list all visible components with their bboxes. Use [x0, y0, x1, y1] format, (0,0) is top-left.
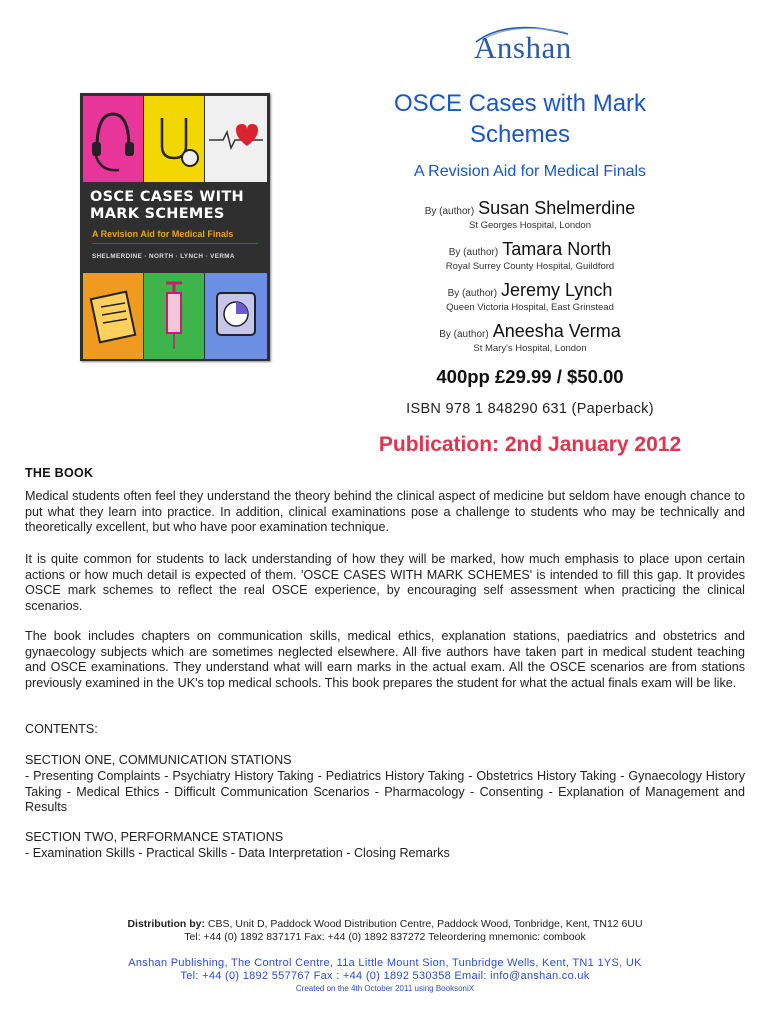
author-name: Tamara North [502, 239, 612, 259]
description-paragraph: Medical students often feel they understand the theory behind the clinical aspect of medicine but seldom have enough chance to put what they learn into practice. In addition, clinical examinations pose a challenge to students who may be technically and theoretically excellent, but who have poor examination technique. [25, 489, 745, 534]
syringe-icon [144, 273, 204, 359]
author-affiliation: Royal Surrey County Hospital, Guildford [445, 261, 615, 272]
chart-icon [205, 273, 267, 359]
section-heading: THE BOOK [25, 466, 94, 480]
cover-tile-blue [205, 273, 267, 359]
contents-heading: CONTENTS: [25, 722, 98, 736]
ecg-heart-icon [205, 96, 267, 182]
author-affiliation: Queen Victoria Hospital, East Grinstead [446, 302, 614, 313]
book-subtitle: A Revision Aid for Medical Finals [413, 163, 647, 180]
section-two-title: SECTION TWO, PERFORMANCE STATIONS [25, 830, 284, 844]
author-entry [350, 239, 710, 272]
cover-tile-pink [83, 96, 143, 182]
publication-date: Publication: 2nd January 2012 [378, 433, 682, 456]
distribution-contact: Tel: +44 (0) 1892 837171 Fax: +44 (0) 1892 837272 Teleordering mnemonic: combook [184, 931, 586, 943]
publisher-info [70, 957, 700, 983]
stethoscope-icon [144, 96, 204, 182]
author-entry [350, 280, 710, 313]
author-by-label: By (author) [439, 329, 489, 340]
cover-authors: SHELMERDINE · NORTH · LYNCH · VERMA [92, 253, 235, 260]
price: 400pp £29.99 / $50.00 [436, 366, 624, 387]
author-entry [350, 321, 710, 354]
logo-text: Anshan [474, 30, 572, 65]
created-note: Created on the 4th October 2011 using BooksoniX [295, 984, 475, 993]
description-paragraph: The book includes chapters on communication skills, medical ethics, explanation stations, paediatrics and obstetrics and gynaecology subjects which are sometimes neglected elsewhere. All five authors have taken part in medical student teaching and OSCE examinations. They understand what will earn marks in the actual exam. All the OSCE scenarios are from stations previously examined in the UK's top medical schools. This book prepares the student for what the actual finals exam will be like. [25, 629, 745, 690]
distribution-info [70, 918, 700, 944]
author-by-label: By (author) [424, 206, 475, 217]
author-by-label: By (author) [448, 247, 499, 258]
section-one-items: - Presenting Complaints - Psychiatry History Taking - Pediatrics History Taking - Obstetrics History Taking - Gynaecology History Taking - Medical Ethics - Difficult Communication Scenarios - Pharmacology - Consenting - Explanation of Management and Results [25, 769, 745, 814]
cover-title: OSCE CASES WITH MARK SCHEMES [90, 189, 244, 222]
author-name: Jeremy Lynch [501, 280, 613, 300]
notepad-icon [83, 273, 143, 359]
publisher-contact: Tel: +44 (0) 1892 557767 Fax : +44 (0) 1892 530358 Email: info@anshan.co.uk [180, 970, 590, 982]
headset-icon [83, 96, 143, 182]
book-cover [80, 93, 270, 361]
author-affiliation: St Georges Hospital, London [469, 220, 591, 231]
anshan-logo [468, 22, 594, 68]
section-one-title: SECTION ONE, COMMUNICATION STATIONS [25, 753, 292, 767]
author-by-label: By (author) [447, 288, 498, 299]
cover-tile-orange [83, 273, 143, 359]
cover-tile-white [205, 96, 267, 182]
section-two-items: - Examination Skills - Practical Skills - Data Interpretation - Closing Remarks [25, 846, 450, 860]
cover-rule [92, 243, 258, 244]
distribution-label: Distribution by: [127, 918, 206, 930]
author-name: Aneesha Verma [492, 321, 621, 341]
distribution-address: CBS, Unit D, Paddock Wood Distribution Centre, Paddock Wood, Tonbridge, Kent, TN12 6UU [205, 918, 643, 930]
cover-tile-yellow [144, 96, 204, 182]
cover-subtitle: A Revision Aid for Medical Finals [92, 229, 234, 239]
author-entry [350, 198, 710, 231]
book-title: OSCE Cases with Mark Schemes [393, 90, 647, 148]
description-paragraph: It is quite common for students to lack understanding of how they will be marked, how much emphasis to place upon certain actions or how much detail is expected of them. 'OSCE CASES WITH MARK SCHEMES' is intended to fill this gap. It provides OSCE mark schemes to reflect the real OSCE experience, by encouraging self assessment when practicing the clinical scenarios. [25, 552, 745, 613]
isbn: ISBN 978 1 848290 631 (Paperback) [406, 401, 654, 417]
author-affiliation: St Mary's Hospital, London [473, 343, 587, 354]
publisher-address: Anshan Publishing, The Control Centre, 11a Little Mount Sion, Tunbridge Wells, Kent, TN1 1YS, UK [128, 957, 642, 969]
cover-tile-green [144, 273, 204, 359]
author-name: Susan Shelmerdine [478, 198, 636, 218]
